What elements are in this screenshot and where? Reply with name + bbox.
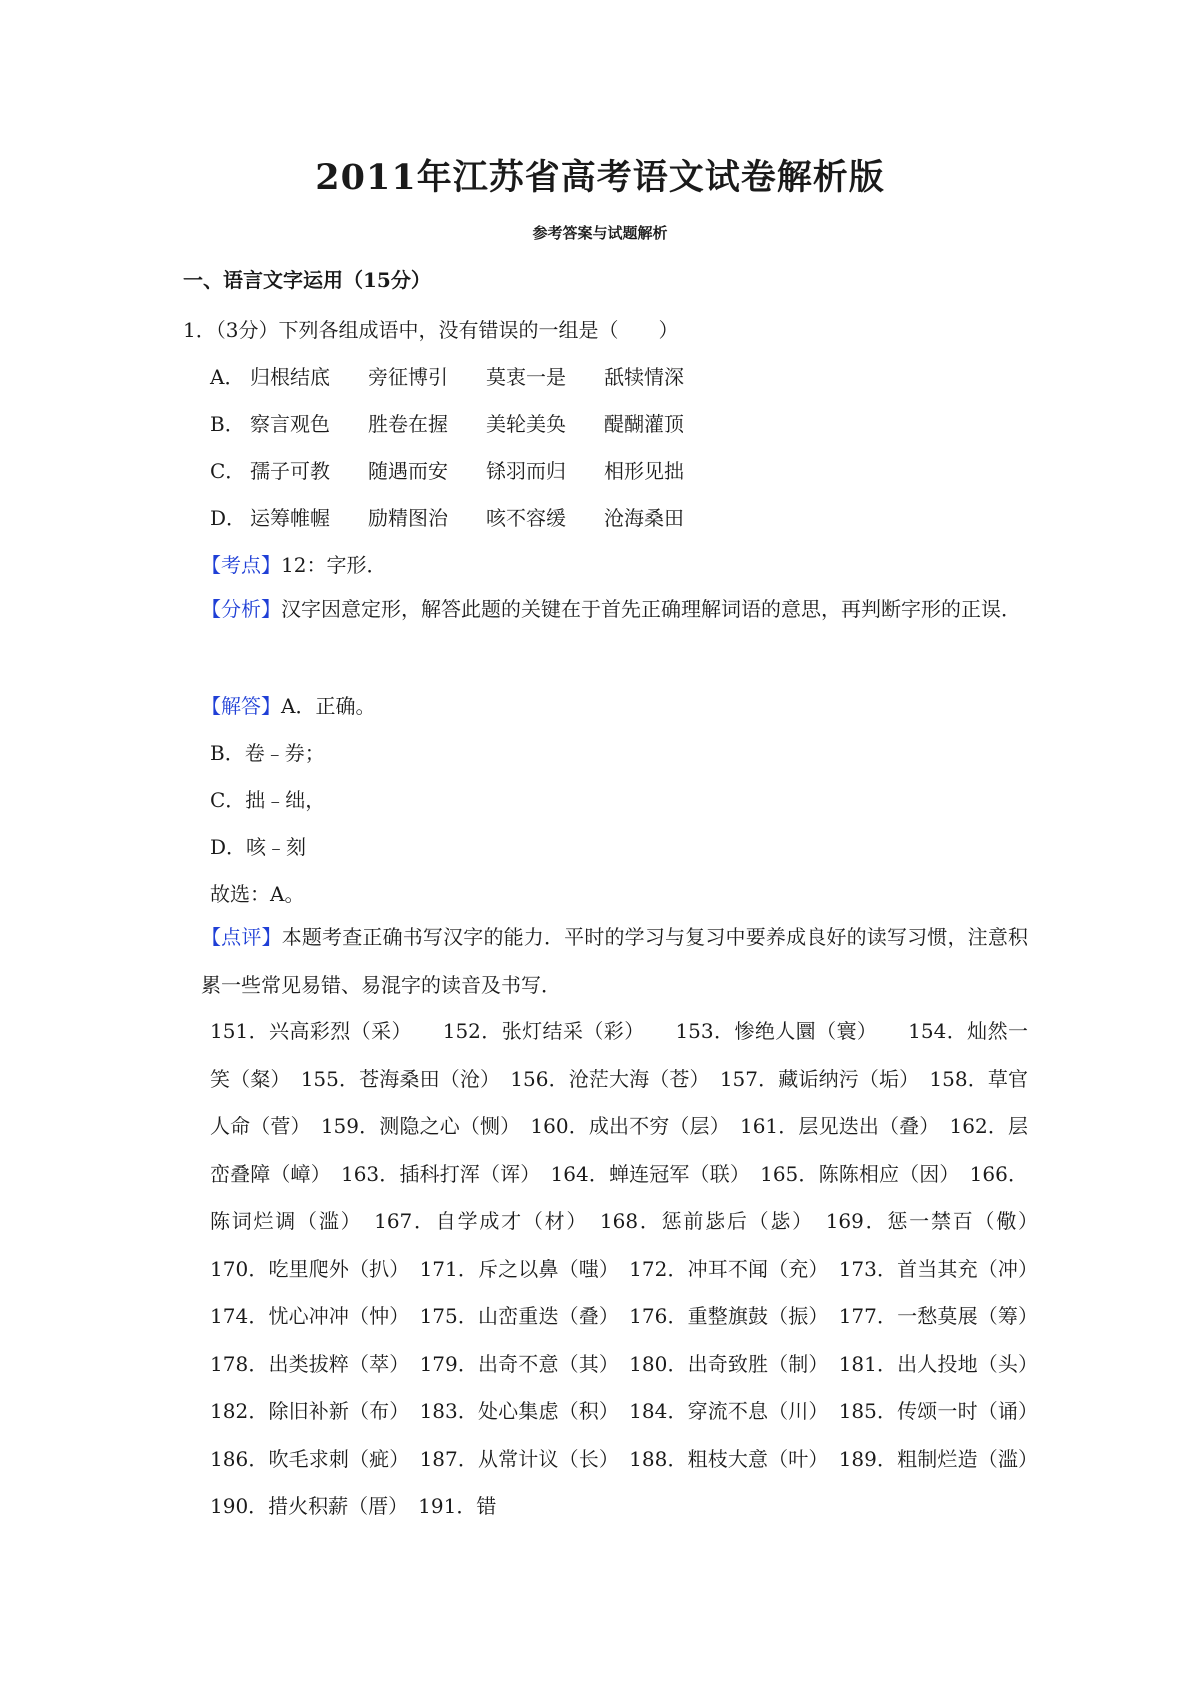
question-stem: 1．（3分）下列各组成语中，没有错误的一组是（ ） (183, 318, 679, 342)
option-row-a (210, 361, 722, 390)
jieda-line: 故选：A。 (210, 882, 305, 906)
word-list: 151．兴高彩烈（采） 152．张灯结采（彩） 153．惨绝人圜（寰） 154．灿然一笑（粲） 155．苍海桑田（沧） 156．沧茫大海（苍） 157．藏诟纳污（垢） 158．草官人命（菅） 159．测隐之心（恻） 160．成出不穷（层） 161．层见迭出（叠） 162．层峦叠障（嶂） 163．插科打浑（诨） 164．蝉连冠军（联） 165．陈陈相应（因） 166．陈词烂调（滥） 167．自学成才（材） 168．惩前毖后（毖） 169．惩一禁百（儆） 170．吃里爬外（扒） 171．斥之以鼻（嗤） 172．冲耳不闻（充） 173．首当其充（冲） 174．忧心冲冲（忡） 175．山峦重迭（叠） 176．重整旗鼓（振） 177．一愁莫展（筹） 178．出类拔粹（萃） 179．出奇不意（其） 180．出奇致胜（制） 181．出人投地（头） 182．除旧补新（布） 183．处心集虑（积） 184．穿流不息（川） 185．传颂一时（诵） 186．吹毛求刺（疵） 187．从常计议（长） 188．粗枝大意（叶） 189．粗制烂造（滥） 190．措火积薪（厝） 191．错 (210, 1019, 1048, 1518)
option-item: 胜卷在握 (368, 412, 448, 436)
option-row-c (210, 455, 722, 484)
jieda-line: C．拙﹣绌， (210, 788, 326, 812)
jieda-block (201, 690, 375, 719)
kaodian-text: 12：字形． (281, 553, 387, 577)
jieda-line: D．咳﹣刻 (210, 835, 307, 859)
kaodian-tag: 【考点】 (201, 553, 281, 577)
jieda-tag: 【解答】 (201, 694, 281, 718)
option-item: 归根结底 (250, 365, 330, 389)
option-item: 孺子可教 (250, 459, 330, 483)
option-row-d (210, 502, 722, 531)
jieda-line: B．卷﹣券； (210, 741, 325, 765)
dianping-block (201, 914, 1028, 1009)
jieda-line: A．正确。 (281, 694, 376, 718)
option-item: 铩羽而归 (486, 459, 566, 483)
section-heading: 一、语言文字运用（15分） (183, 268, 431, 292)
dianping-tag: 【点评】 (201, 925, 282, 949)
option-item: 随遇而安 (368, 459, 448, 483)
option-item: 醍醐灌顶 (604, 412, 684, 436)
fenxi-block (201, 586, 1028, 634)
option-item: 励精图治 (368, 506, 448, 530)
option-item: 运筹帷幄 (250, 506, 330, 530)
option-label: D． (210, 506, 247, 530)
option-label: C． (210, 459, 246, 483)
option-item: 相形见拙 (604, 459, 684, 483)
option-label: B． (210, 412, 245, 436)
document-subtitle: 参考答案与试题解析 (532, 224, 668, 242)
fenxi-tag: 【分析】 (201, 597, 281, 621)
kaodian-block (201, 549, 386, 578)
option-row-b (210, 408, 722, 437)
option-item: 舐犊情深 (604, 365, 684, 389)
option-item: 咳不容缓 (486, 506, 566, 530)
option-item: 沧海桑田 (604, 506, 684, 530)
option-label: A． (210, 365, 245, 389)
option-item: 察言观色 (250, 412, 330, 436)
option-item: 莫衷一是 (486, 365, 566, 389)
document-title: 2011年江苏省高考语文试卷解析版 (315, 157, 885, 198)
option-item: 旁征博引 (368, 365, 448, 389)
fenxi-text: 汉字因意定形，解答此题的关键在于首先正确理解词语的意思，再判断字形的正误． (281, 597, 1021, 621)
dianping-text: 本题考查正确书写汉字的能力．平时的学习与复习中要养成良好的读写习惯，注意积累一些常见易错、易混字的读音及书写． (201, 925, 1029, 997)
option-item: 美轮美奂 (486, 412, 566, 436)
